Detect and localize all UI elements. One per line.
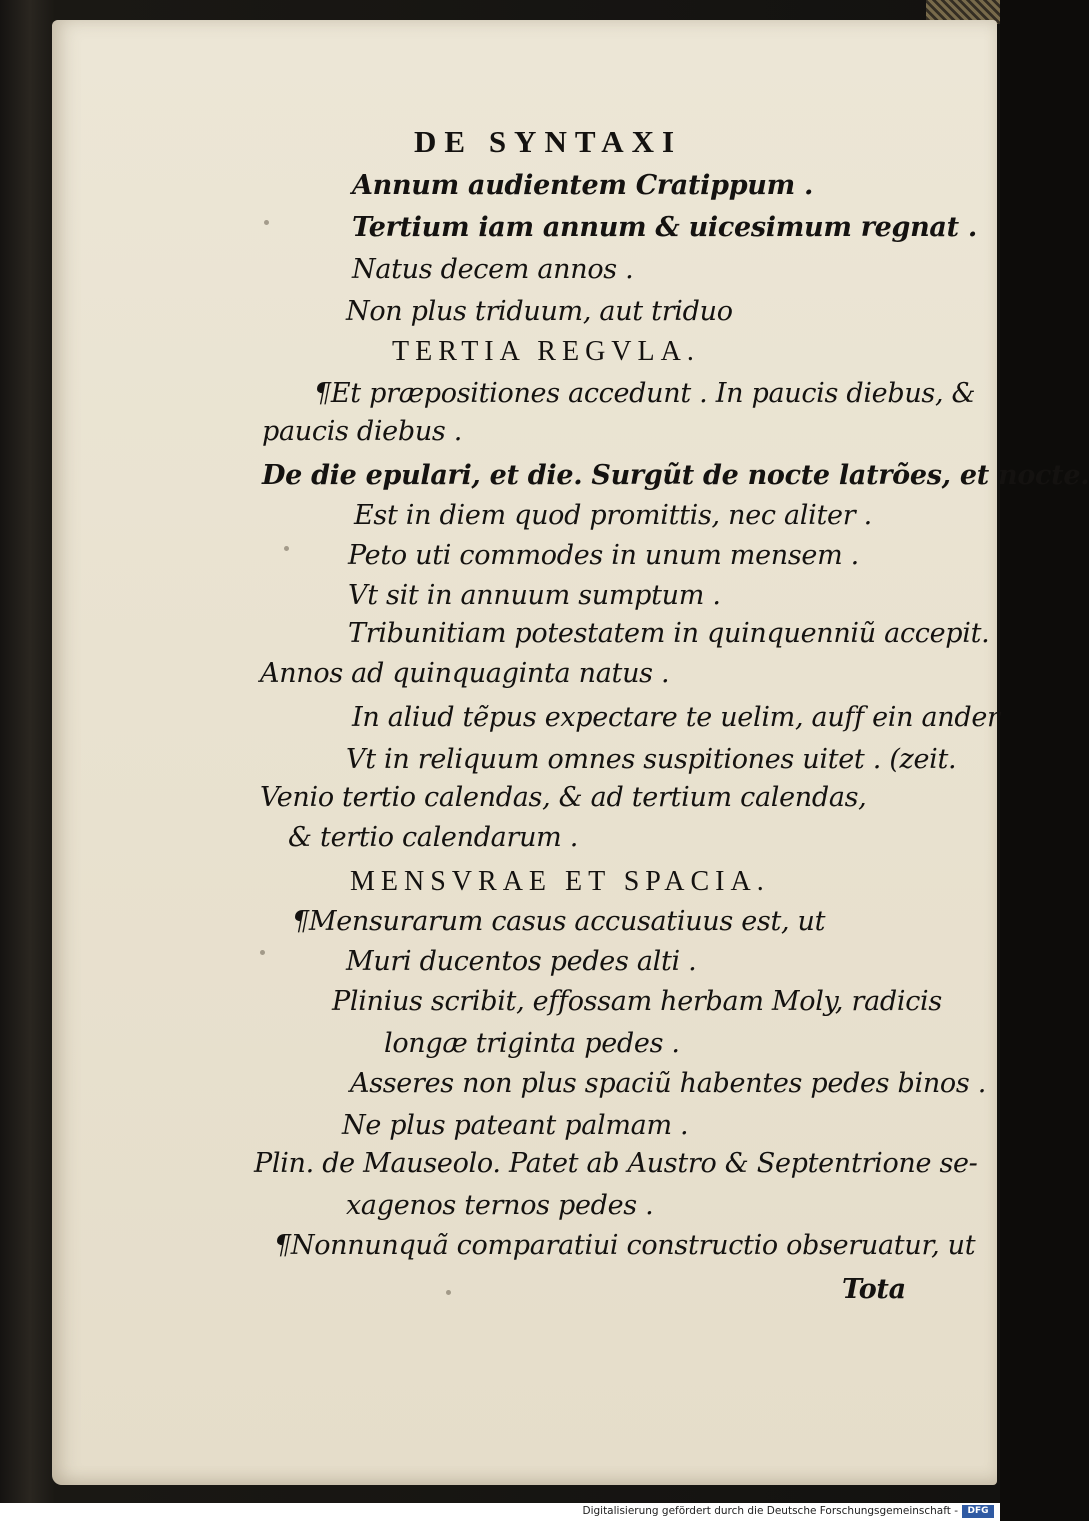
catchword: Tota bbox=[842, 1274, 906, 1305]
text-line-16: Venio tertio calendas, & ad tertium calendas, bbox=[260, 782, 867, 813]
section-heading-tertia-regula: TERTIA REGVLA. bbox=[392, 336, 700, 367]
text-line-23: Asseres non plus spaciũ habentes pedes binos . bbox=[350, 1068, 986, 1099]
text-line-10: Peto uti commodes in unum mensem . bbox=[348, 540, 859, 571]
text-line-22: longæ triginta pedes . bbox=[384, 1028, 680, 1059]
ink-speck bbox=[446, 1290, 451, 1295]
text-line-1: Annum audientem Cratippum . bbox=[352, 170, 814, 201]
text-line-9: Est in diem quod promittis, nec aliter . bbox=[354, 500, 872, 531]
text-line-14: In aliud tẽpus expectare te uelim, auff ein ander bbox=[352, 702, 1000, 733]
text-line-26: xagenos ternos pedes . bbox=[346, 1190, 654, 1221]
text-line-25: Plin. de Mauseolo. Patet ab Austro & Septentrione se- bbox=[254, 1148, 978, 1179]
text-line-11: Vt sit in annuum sumptum . bbox=[348, 580, 721, 611]
text-line-6: ¶Et præpositiones accedunt . In paucis diebus, & bbox=[314, 378, 976, 409]
section-heading-mensurae: MENSVRAE ET SPACIA. bbox=[350, 866, 770, 897]
text-line-15: Vt in reliquum omnes suspitiones uitet . (zeit. bbox=[346, 744, 957, 775]
ink-speck bbox=[260, 950, 265, 955]
funding-footer bbox=[0, 1503, 1000, 1521]
text-line-13: Annos ad quinquaginta natus . bbox=[260, 658, 670, 689]
ink-speck bbox=[284, 546, 289, 551]
text-line-8: De die epulari, et die. Surgũt de nocte latrões, et nocte. bbox=[262, 460, 1089, 491]
text-line-27: ¶Nonnunquã comparatiui constructio obseruatur, ut bbox=[274, 1230, 976, 1261]
dfg-logo: DFG bbox=[962, 1505, 994, 1518]
text-line-19: ¶Mensurarum casus accusatiuus est, ut bbox=[292, 906, 826, 937]
text-line-4: Non plus triduum, aut triduo bbox=[346, 296, 733, 327]
text-line-2: Tertium iam annum & uicesimum regnat . bbox=[352, 212, 977, 243]
ink-speck bbox=[264, 220, 269, 225]
text-line-21: Plinius scribit, effossam herbam Moly, radicis bbox=[332, 986, 942, 1017]
book-page bbox=[52, 20, 1089, 1485]
text-line-3: Natus decem annos . bbox=[352, 254, 634, 285]
text-line-20: Muri ducentos pedes alti . bbox=[346, 946, 697, 977]
text-line-7: paucis diebus . bbox=[262, 416, 463, 447]
funding-text: Digitalisierung gefördert durch die Deutsche Forschungsgemeinschaft - bbox=[582, 1505, 958, 1517]
running-head: DE SYNTAXI bbox=[414, 124, 683, 159]
text-line-24: Ne plus pateant palmam . bbox=[342, 1110, 689, 1141]
text-line-12: Tribunitiam potestatem in quinquenniũ accepit. bbox=[348, 618, 990, 649]
text-line-17: & tertio calendarum . bbox=[288, 822, 579, 853]
